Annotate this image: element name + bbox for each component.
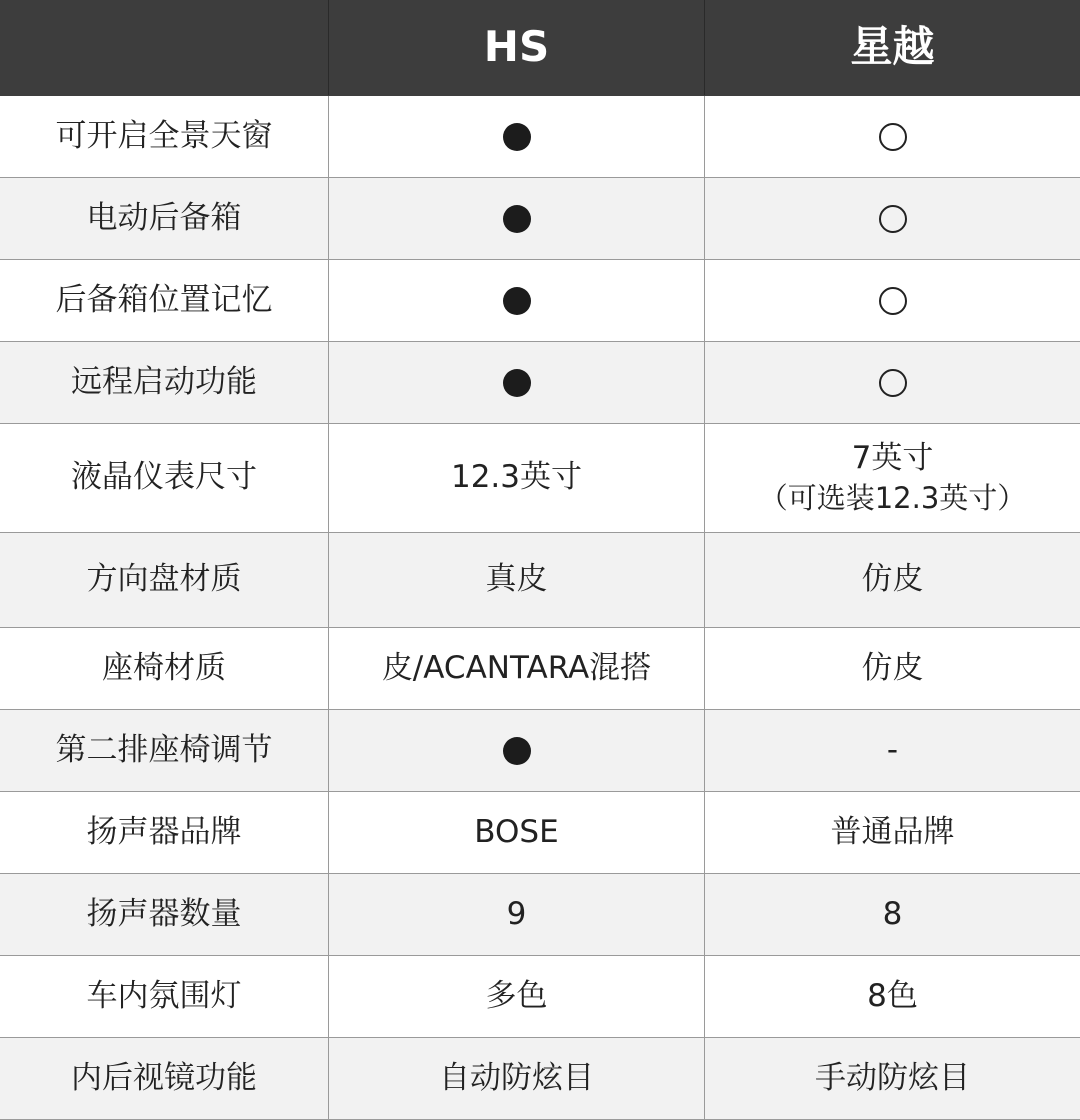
filled-dot-icon: [503, 287, 531, 315]
table-header: [0, 0, 1080, 96]
table-row: [0, 1038, 1080, 1120]
feature-label: 后备箱位置记忆: [0, 260, 329, 341]
table-row: [0, 628, 1080, 710]
feature-label: 可开启全景天窗: [0, 96, 329, 177]
feature-label: 座椅材质: [0, 628, 329, 709]
hs-value: [329, 342, 705, 423]
hs-value: [329, 178, 705, 259]
header-hs: HS: [329, 0, 705, 95]
hs-value: 9: [329, 874, 705, 955]
xy-value: [705, 424, 1080, 532]
feature-label: 电动后备箱: [0, 178, 329, 259]
table-row: [0, 710, 1080, 792]
xy-value: 手动防炫目: [815, 1059, 970, 1096]
table-row: [0, 533, 1080, 628]
hs-value: BOSE: [329, 792, 705, 873]
table-row: [0, 956, 1080, 1038]
xy-value: 8: [882, 895, 903, 932]
feature-label: 车内氛围灯: [0, 956, 329, 1037]
header-feature-cell: [0, 0, 329, 95]
xy-value: 仿皮: [861, 561, 924, 598]
feature-label: 远程启动功能: [0, 342, 329, 423]
empty-circle-icon: [879, 287, 907, 315]
table-row: [0, 260, 1080, 342]
hs-value: [329, 260, 705, 341]
xy-value: [705, 178, 1080, 259]
filled-dot-icon: [503, 369, 531, 397]
hs-value: [329, 96, 705, 177]
xy-value: [705, 342, 1080, 423]
xy-value: [705, 96, 1080, 177]
table-row: [0, 342, 1080, 424]
filled-dot-icon: [503, 737, 531, 765]
empty-circle-icon: [879, 205, 907, 233]
feature-label: 扬声器品牌: [0, 792, 329, 873]
feature-label: 液晶仪表尺寸: [0, 424, 329, 532]
hs-value: 真皮: [329, 533, 705, 627]
empty-circle-icon: [879, 369, 907, 397]
table-row: [0, 96, 1080, 178]
xy-value: 8色: [867, 977, 918, 1014]
xy-value-main: 7英寸: [851, 440, 934, 476]
filled-dot-icon: [503, 123, 531, 151]
feature-label: 内后视镜功能: [0, 1038, 329, 1119]
hs-value: [329, 710, 705, 791]
xy-value: 普通品牌: [830, 813, 955, 850]
feature-label: 扬声器数量: [0, 874, 329, 955]
filled-dot-icon: [503, 205, 531, 233]
table-row: [0, 874, 1080, 956]
xy-value-note: （可选装12.3英寸）: [758, 481, 1027, 516]
hs-value: 多色: [329, 956, 705, 1037]
empty-circle-icon: [879, 123, 907, 151]
table-row: [0, 424, 1080, 533]
hs-value: 皮/ACANTARA混搭: [329, 628, 705, 709]
hs-value: 自动防炫目: [329, 1038, 705, 1119]
xy-value: [705, 260, 1080, 341]
table-row: [0, 178, 1080, 260]
feature-label: 第二排座椅调节: [0, 710, 329, 791]
xy-value: 仿皮: [861, 649, 924, 686]
hs-value: 12.3英寸: [329, 424, 705, 532]
table-row: [0, 792, 1080, 874]
feature-label: 方向盘材质: [0, 533, 329, 627]
xy-value: -: [886, 731, 899, 768]
header-xingyue: 星越: [850, 22, 935, 72]
